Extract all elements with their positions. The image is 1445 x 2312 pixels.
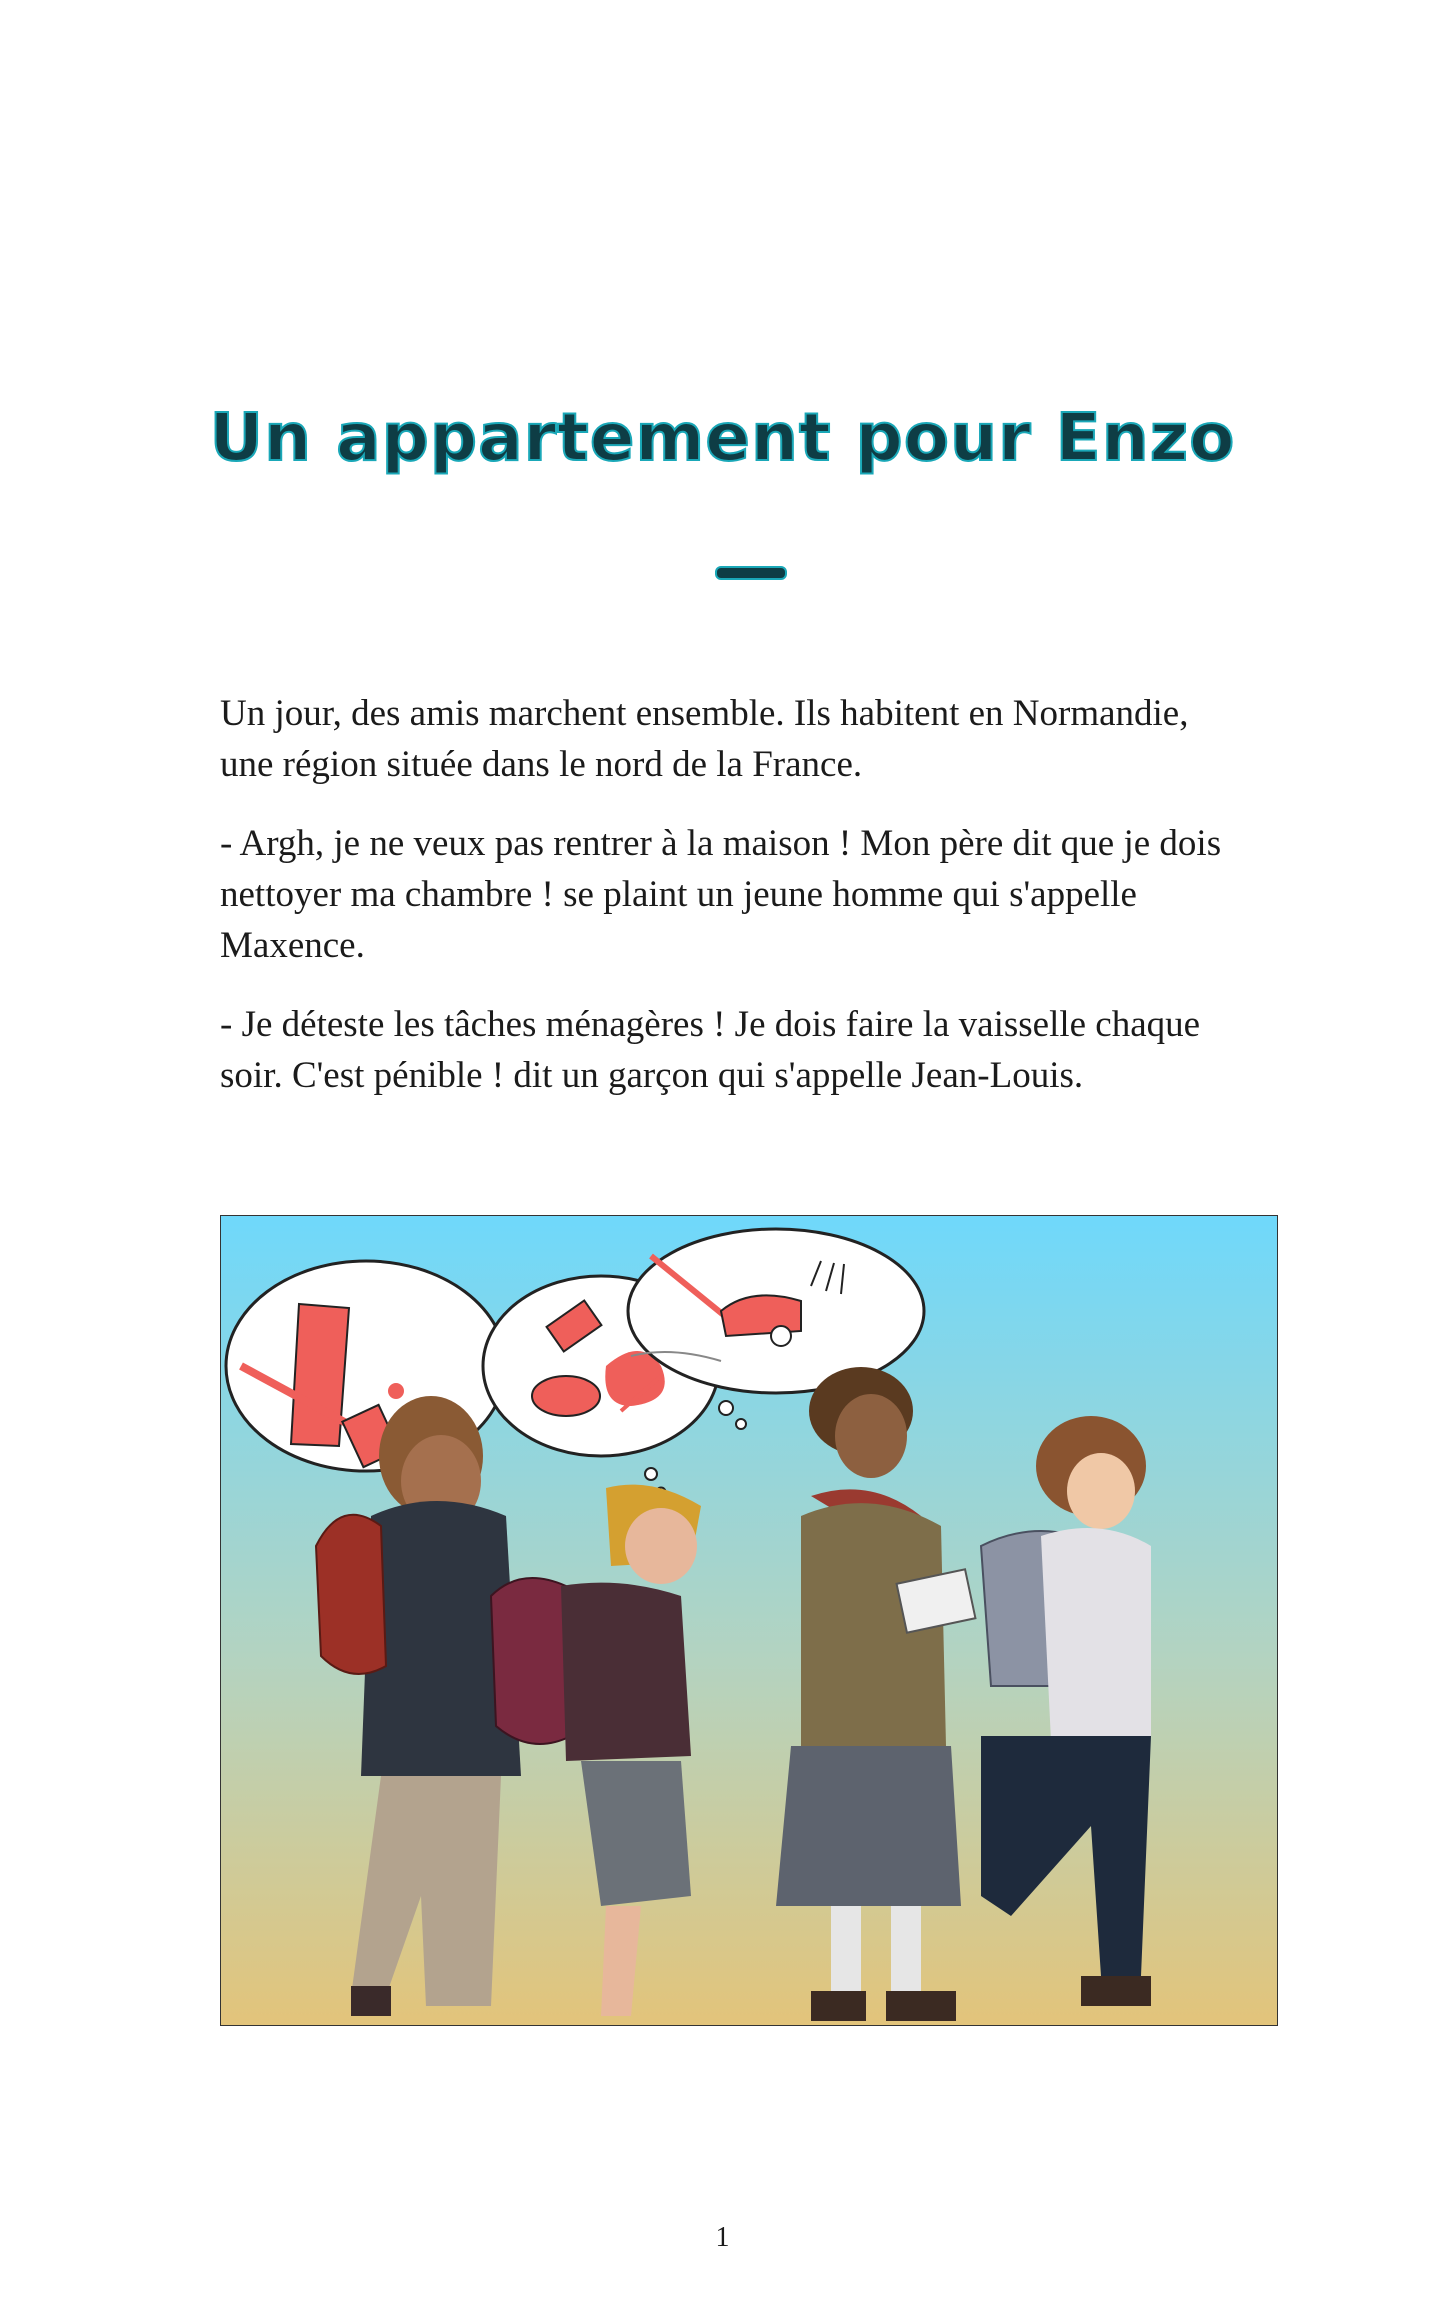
- paragraph-2: - Argh, je ne veux pas rentrer à la maison ! Mon père dit que je dois nettoyer ma chambre ! se plaint un jeune homme qui s'appelle Maxence.: [220, 823, 1222, 966]
- page-number: 1: [715, 2222, 730, 2253]
- paragraph-3: - Je déteste les tâches ménagères ! Je dois faire la vaisselle chaque soir. C'est pénible ! dit un garçon qui s'appelle Jean-Louis.: [220, 1004, 1201, 1096]
- page-title: Un appartement pour Enzo: [209, 399, 1236, 476]
- paragraph-1: Un jour, des amis marchent ensemble. Ils habitent en Normandie, une région située dans le nord de la France.: [220, 693, 1189, 785]
- story-text: [220, 688, 1245, 1129]
- story-illustration: [220, 1215, 1278, 2026]
- title-divider: [715, 566, 787, 580]
